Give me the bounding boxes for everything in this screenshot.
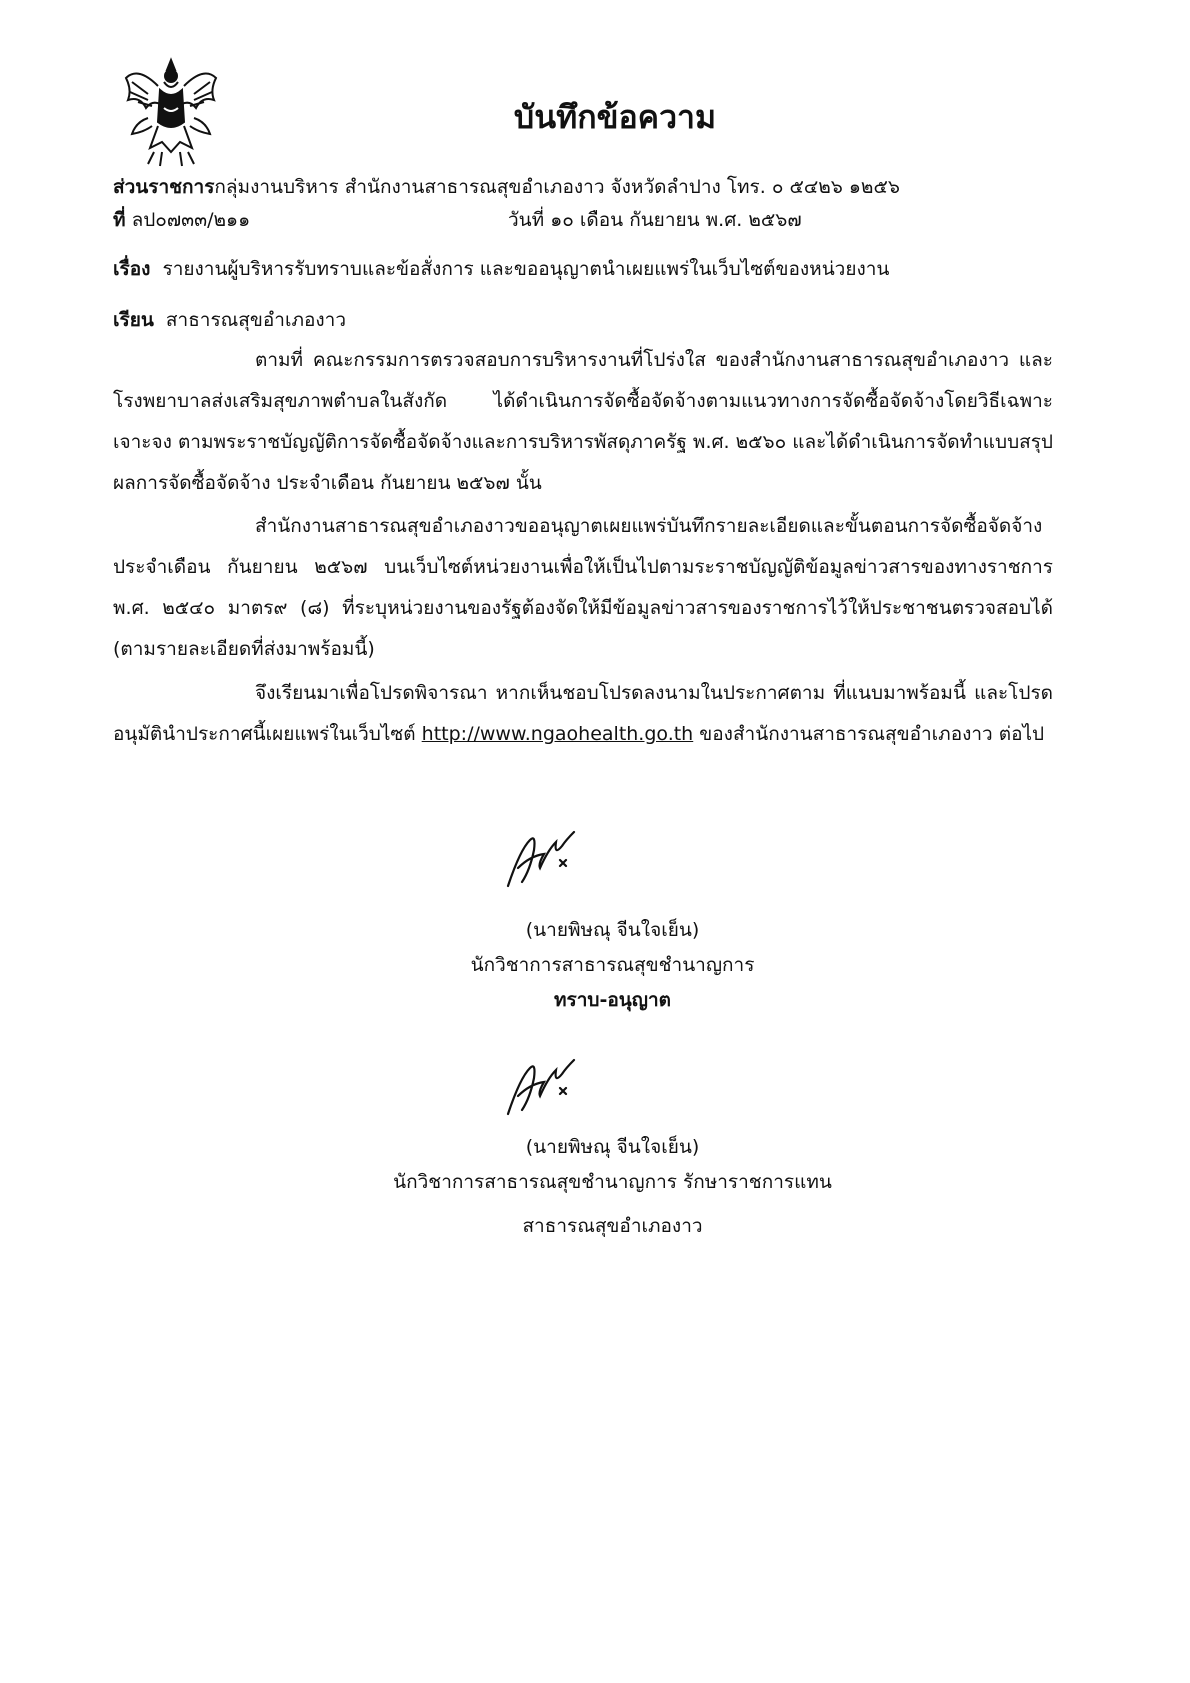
signature-2-office: สาธารณสุขอำเภองาว [522,1215,703,1237]
signature-1-image [500,820,596,896]
subject-value: รายงานผู้บริหารรับทราบและข้อสั่งการ และขออนุญาตนำเผยแพร่ในเว็บไซต์ของหน่วยงาน [162,258,890,280]
reference-line [113,205,250,235]
reference-label: ที่ [113,209,126,231]
website-link[interactable]: http://www.ngaohealth.go.th [421,723,694,745]
body-paragraph-1: ตามที่ คณะกรรมการตรวจสอบการบริหารงานที่โปร่งใส ของสำนักงานสาธารณสุขอำเภองาว และโรงพยาบาลส่งเสริมสุขภาพตำบลในสังกัด ได้ดำเนินการจัดซื้อจัดจ้างตามแนวทางการจัดซื้อจัดจ้างโดยวิธีเฉพาะเจาะจง ตามพระราชบัญญัติการจัดซื้อจัดจ้างและการบริหารพัสดุภาครัฐ พ.ศ. ๒๕๖๐ และได้ดำเนินการจัดทำแบบสรุปผลการจัดซื้อจัดจ้าง ประจำเดือน กันยายน ๒๕๖๗ นั้น [113,349,1053,494]
signature-2-image [500,1048,596,1124]
body-paragraph-3 [113,673,1053,755]
subject-label: เรื่อง [113,258,151,280]
signature-1-position: นักวิชาการสาธารณสุขชำนาญการ [470,954,755,976]
body-paragraph-2: สำนักงานสาธารณสุขอำเภองาวขออนุญาตเผยแพร่บันทึกรายละเอียดและขั้นตอนการจัดซื้อจัดจ้าง ประจำเดือน กันยายน ๒๕๖๗ บนเว็บไซต์หน่วยงานเพื่อให้เป็นไปตามระราชบัญญัติข้อมูลข่าวสารของทางราชการ พ.ศ. ๒๕๔๐ มาตร๙ (๘) ที่ระบุหน่วยงานของรัฐต้องจัดให้มีข้อมูลข่าวสารของราชการไว้ให้ประชาชนตรวจสอบได้ (ตามรายละเอียดที่ส่งมาพร้อมนี้) [113,515,1053,660]
agency-value: กลุ่มงานบริหาร สำนักงานสาธารณสุขอำเภองาว จังหวัดลำปาง โทร. ๐ ๕๔๒๖ ๑๒๕๖ [214,176,900,198]
signature-2-name: (นายพิษณุ จีนใจเย็น) [525,1136,700,1158]
reference-value: ลป๐๗๓๓/๒๑๑ [125,209,251,231]
date-line: วันที่ ๑๐ เดือน กันยายน พ.ศ. ๒๕๖๗ [508,209,802,231]
agency-line [113,172,900,202]
to-line [113,305,346,335]
approval-text: ทราบ-อนุญาต [554,989,671,1011]
paragraph-3-text-after: ของสำนักงานสาธารณสุขอำเภองาว ต่อไป [693,723,1045,745]
to-value: สาธารณสุขอำเภองาว [165,309,346,331]
signature-1-name: (นายพิษณุ จีนใจเย็น) [525,919,700,941]
agency-label: ส่วนราชการ [113,176,215,198]
subject-line [113,254,889,284]
paragraph-3-text-before: จึงเรียนมาเพื่อโปรดพิจารณา หากเห็นชอบโปรดลงนามในประกาศตาม ที่แนบมาพร้อมนี้ และโปรดอนุมัตินำประกาศนี้เผยแพร่ในเว็บไซต์ [113,682,1053,745]
to-label: เรียน [113,309,154,331]
memo-title: บันทึกข้อความ [513,98,717,136]
signature-2-position: นักวิชาการสาธารณสุขชำนาญการ รักษาราชการแทน [393,1171,832,1193]
